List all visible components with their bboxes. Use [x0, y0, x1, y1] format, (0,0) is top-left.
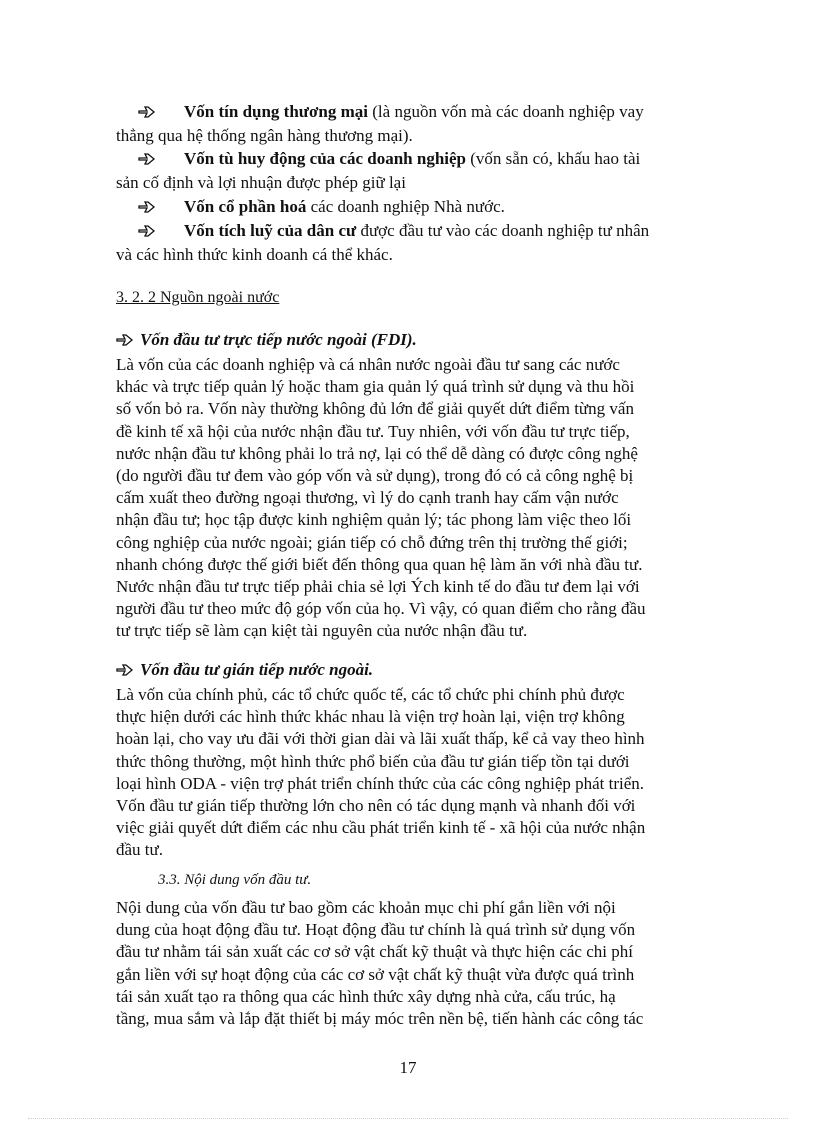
bullet-self-mobilized	[138, 147, 718, 171]
section-heading-foreign: 3. 2. 2 Nguồn ngoài nước	[116, 289, 280, 306]
bullet-equitization	[138, 195, 718, 219]
section-heading-content: 3.3. Nội dung vốn đầu tư.	[158, 872, 312, 888]
page-bottom-divider	[28, 1118, 788, 1119]
text-line: công nghiệp của nước ngoài; gián tiếp có chỗ đứng trên thị trường thế giới;	[116, 532, 628, 552]
subheading-text: Vốn đầu tư gián tiếp nước ngoài.	[140, 660, 374, 679]
paragraph-indirect	[116, 684, 718, 862]
text-line: tái sản xuất tạo ra thông qua các hình thức xây dựng nhà cửa, cấu trúc, hạ	[116, 986, 616, 1006]
text-line: đề kinh tế xã hội của nước nhận đầu tư. Tuy nhiên, với vốn đầu tư trực tiếp,	[116, 421, 630, 441]
text-line: Vốn đầu tư gián tiếp thường lớn cho nên có tác dụng mạnh và nhanh đối với	[116, 796, 636, 816]
text-line: Là vốn của các doanh nghiệp và cá nhân nước ngoài đầu tư sang các nước	[116, 355, 620, 374]
pointing-hand-icon	[116, 330, 140, 350]
text-line: loại hình ODA - viện trợ phát triển chính thức của các công nghiệp phát triển.	[116, 773, 645, 793]
bullet-text: các doanh nghiệp Nhà nước.	[306, 197, 505, 216]
pointing-hand-icon	[138, 147, 184, 171]
text-line: tầng, mua sắm và lắp đặt thiết bị máy móc trên nền bệ, tiến hành các công tác	[116, 1009, 644, 1029]
text-line: cấm xuất theo đường ngoại thương, vì lý do cạnh tranh hay cấm vận nước	[116, 488, 619, 508]
pointing-hand-icon	[138, 100, 184, 124]
text-line: người đầu tư theo mức độ góp vốn của họ. Vì vậy, có quan điểm cho rằng đầu	[116, 599, 646, 619]
subheading-fdi	[116, 330, 417, 350]
text-line: gắn liền với sự hoạt động của các cơ sở vật chất kỹ thuật vừa được quá trình	[116, 964, 635, 984]
text-line: dung của hoạt động đầu tư. Hoạt động đầu tư chính là quá trình sử dụng vốn	[116, 920, 636, 940]
text-line: thức thông thường, một hình thức phổ biến của đầu tư gián tiếp tồn tại dưới	[116, 751, 630, 771]
text-line: Nước nhận đầu tư trực tiếp phải chia sẻ lợi Ých kinh tế do đầu tư đem lại với	[116, 577, 640, 597]
text-line: thực hiện dưới các hình thức khác nhau là viện trợ hoàn lại, viện trợ không	[116, 707, 625, 727]
pointing-hand-icon	[116, 660, 140, 680]
text-line: nhận đầu tư; học tập được kinh nghiệm quản lý; tác phong làm việc theo lối	[116, 510, 632, 530]
bullet-title: Vốn cổ phần hoá	[184, 197, 307, 216]
pointing-hand-icon	[138, 219, 184, 243]
text-line: nhanh chóng được thế giới biết đến thông qua quan hệ làm ăn với nhà đầu tư.	[116, 554, 643, 574]
subheading-indirect	[116, 660, 373, 680]
paragraph-content	[116, 897, 718, 1030]
bullet-continuation: thẳng qua hệ thống ngân hàng thương mại).	[116, 126, 413, 145]
text-line: (do người đầu tư đem vào góp vốn và sử dụng), trong đó có cả công nghệ bị	[116, 466, 634, 486]
bullet-title: Vốn tích luỹ của dân cư	[184, 221, 357, 240]
text-line: việc giải quyết dứt điểm các nhu cầu phát triển kinh tế - xã hội của nước nhận	[116, 818, 646, 838]
bullet-title: Vốn tù huy động của các doanh nghiệp	[184, 149, 467, 168]
bullet-text: (là nguồn vốn mà các doanh nghiệp vay	[368, 102, 644, 121]
text-line: hoàn lại, cho vay ưu đãi với thời gian dài và lãi xuất thấp, kể cả vay theo hình	[116, 729, 645, 749]
bullet-text: được đầu tư vào các doanh nghiệp tư nhân	[356, 221, 650, 240]
text-line: Nội dung của vốn đầu tư bao gồm các khoản mục chi phí gắn liền với nội	[116, 898, 616, 917]
bullet-trade-credit	[138, 100, 718, 124]
bullet-continuation: sản cố định và lợi nhuận được phép giữ lại	[116, 173, 406, 192]
text-line: đầu tư.	[116, 840, 163, 860]
text-line: đầu tư nhằm tái sản xuất các cơ sở vật chất kỹ thuật và thực hiện các chi phí	[116, 942, 633, 962]
bullet-continuation: và các hình thức kinh doanh cá thể khác.	[116, 245, 393, 264]
text-line: nước nhận đầu tư không phải lo trả nợ, lại có thể dễ dàng có được công nghệ	[116, 443, 638, 463]
pointing-hand-icon	[138, 195, 184, 219]
text-line: khác và trực tiếp quản lý hoặc tham gia quản lý quá trình sử dụng và thu hồi	[116, 377, 635, 397]
subheading-text: Vốn đầu tư trực tiếp nước ngoài (FDI).	[140, 330, 417, 349]
bullet-text: (vốn sẵn có, khấu hao tài	[466, 149, 641, 168]
text-line: Là vốn của chính phủ, các tổ chức quốc tế, các tổ chức phi chính phủ được	[116, 685, 625, 704]
page-number: 17	[399, 1058, 417, 1077]
bullet-title: Vốn tín dụng thương mại	[184, 102, 369, 121]
text-line: số vốn bỏ ra. Vốn này thường không đủ lớn để giải quyết dứt điểm từng vấn	[116, 399, 634, 419]
paragraph-fdi	[116, 354, 718, 643]
bullet-household-savings	[138, 219, 718, 243]
text-line: tư trực tiếp sẽ làm cạn kiệt tài nguyên của nước nhận đầu tư.	[116, 621, 528, 641]
